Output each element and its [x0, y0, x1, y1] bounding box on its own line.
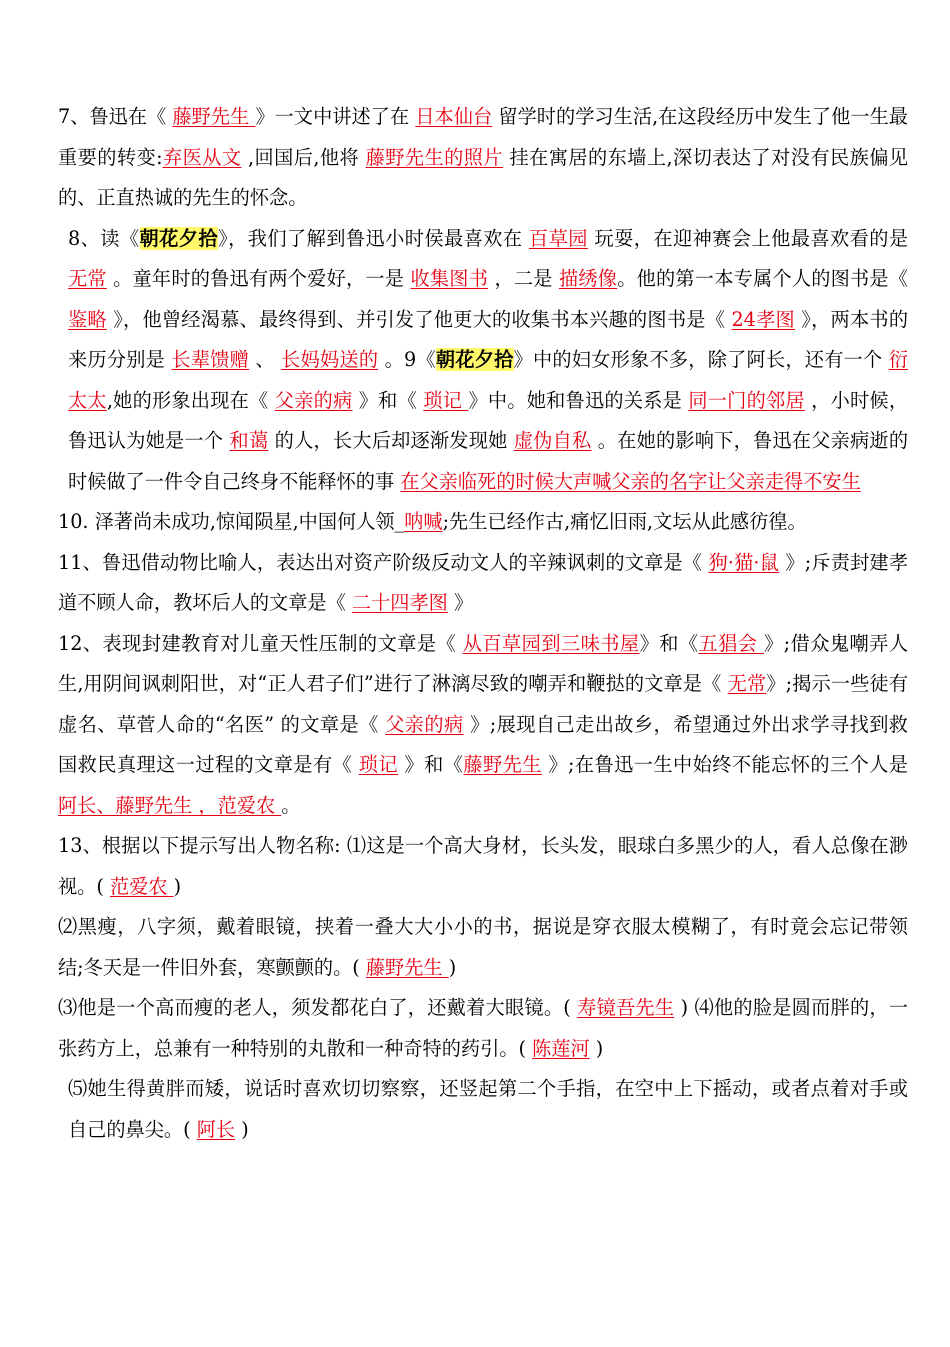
question-12 — [58, 624, 908, 827]
answer-text: 24孝图 — [731, 307, 795, 331]
question-text: ，二是 — [488, 267, 559, 290]
answer-text: 在父亲临死的时候大声喊父亲的名字让父亲走得不安生 — [400, 469, 861, 493]
answer-text: 长辈馈赠 — [171, 348, 250, 371]
question-text: ,回国后,他将 — [241, 145, 366, 169]
answer-text: 陈莲河 — [532, 1036, 590, 1060]
question-text: 、 — [249, 348, 282, 371]
question-text: 》一文中讲述了在 — [255, 105, 416, 128]
answer-text: 衍太太 — [68, 348, 908, 412]
highlighted-book-title: 朝花夕拾 — [139, 226, 219, 250]
question-text: 留学时的学习生活,在这段经历中发生了他一生最重要的转变: — [58, 105, 908, 169]
question-text: ) — [235, 1117, 249, 1141]
question-text: 》;借众鬼嘲弄人生,用阴间讽刺阳世，对“正人君子们”进行了淋漓尽致的嘲弄和鞭挞的文章是《 — [58, 631, 909, 695]
question-text: 。9《 — [378, 348, 436, 371]
question-text: 。 — [281, 793, 301, 817]
question-text: 玩耍，在迎神赛会上他最喜欢看的是 — [587, 226, 909, 250]
question-text: 挂在寓居的东墙上,深切表达了对没有民族偏见的、正直热诚的先生的怀念。 — [58, 145, 909, 209]
question-text: ;先生已经作古,痛忆旧雨,文坛从此感彷徨。 — [442, 510, 807, 533]
question-13-item-5 — [58, 1069, 908, 1150]
question-8-9 — [58, 219, 908, 503]
answer-text: 父亲的病 — [385, 712, 464, 736]
question-text: 》;斥责封建孝道不顾人命，教坏后人的文章是《 — [58, 550, 908, 614]
question-text: ) — [448, 955, 457, 979]
answer-text: 寿镜吾先生 — [577, 996, 675, 1019]
question-text: 》 — [447, 591, 474, 614]
answer-text: 藤野先生 — [463, 753, 542, 776]
question-text: 》;展现自己走出故乡，希望通过外出求学寻找到救国救民真理这一过程的文章是有《 — [58, 712, 908, 776]
question-text: ,她的形象出现在《 — [106, 388, 275, 412]
question-text: 》，我们了解到鲁迅小时侯最喜欢在 — [218, 226, 530, 250]
answer-text: 琐记 — [358, 753, 399, 776]
answer-text: 琐记 — [423, 388, 469, 412]
question-text: 》中的妇女形象不多，除了阿长，还有一个 — [513, 348, 889, 371]
question-13-item-2 — [58, 907, 908, 988]
question-text: 10. 泽著尚未成功,惊闻陨星,中国何人领_ — [58, 510, 405, 533]
question-text: 。童年时的鲁迅有两个爱好，一是 — [106, 267, 411, 290]
question-text: ⑸她生得黄胖而矮，说话时喜欢切切察察，还竖起第二个手指，在空中上下摇动，或者点着对手或自己的鼻尖。( — [68, 1077, 908, 1141]
question-10 — [58, 502, 908, 543]
answer-text: 藤野先生 — [365, 955, 449, 979]
answer-text: 藤野先生的照片 — [365, 145, 504, 169]
question-text: 》中。她和鲁迅的关系是 — [468, 388, 689, 412]
answer-text: 狗·猫·鼠 — [708, 550, 780, 574]
question-text: ) — [173, 874, 182, 898]
question-text: 》;在鲁迅一生中始终不能忘怀的三个人是 — [541, 753, 908, 776]
answer-text: 无常 — [727, 672, 767, 695]
question-text: 》和《 — [639, 631, 699, 655]
question-text: 》和《 — [352, 388, 424, 412]
question-text: 7、鲁迅在《 — [58, 105, 173, 128]
question-13 — [58, 826, 908, 907]
answer-text: 阿长、藤野先生 ，范爱农 — [58, 793, 282, 817]
question-text: ) ⑷他的脸是圆而胖的，一张药方上，总兼有一种特别的丸散和一种奇特的药引。( — [58, 996, 909, 1060]
question-text: 13、根据以下提示写出人物名称: ⑴这是一个高大身材，长头发，眼球白多黑少的人，看人总像在渺视。( — [58, 834, 908, 898]
answer-text: 父亲的病 — [274, 388, 353, 412]
answer-text: 阿长 — [196, 1117, 236, 1141]
answer-text: 范爱农 — [109, 874, 174, 898]
question-text: 12、表现封建教育对儿童天性压制的文章是《 — [58, 631, 463, 655]
question-text: 。在她的影响下，鲁迅在父亲病逝的时候做了一件令自己终身不能释怀的事 — [68, 429, 909, 493]
answer-text: 同一门的邻居 — [688, 388, 805, 412]
answer-text: 日本仙台 — [415, 105, 493, 128]
answer-text: 弃医从文 — [162, 145, 242, 169]
answer-text: 从百草园到三味书屋 — [462, 631, 640, 655]
answer-text: 百草园 — [529, 226, 588, 250]
answer-text: 五猖会 — [698, 631, 765, 655]
answer-text: 二十四孝图 — [351, 591, 448, 614]
question-text: 》;揭示一些徒有虚名、草菅人命的“名医” 的文章是《 — [58, 672, 909, 736]
question-text: 8、读《 — [68, 226, 140, 250]
question-13-item-3-4 — [58, 988, 908, 1069]
question-text: 的人，长大后却逐渐发现她 — [268, 429, 514, 452]
question-text: 11、鲁迅借动物比喻人，表达出对资产阶级反动文人的辛辣讽刺的文章是《 — [58, 550, 709, 574]
question-text: ⑵黑瘦，八字须，戴着眼镜，挟着一叠大大小小的书，据说是穿衣服太模糊了，有时竟会忘记带领结;冬天是一件旧外套，寒颤颤的。( — [58, 915, 908, 979]
question-11 — [58, 543, 908, 624]
answer-text: 藤野先生 — [172, 105, 256, 128]
answer-text: 无常 — [68, 267, 107, 290]
question-7 — [58, 97, 908, 219]
question-text: ，小时候，鲁迅认为她是一个 — [68, 388, 909, 452]
answer-text: 虚伪自私 — [513, 429, 592, 452]
document-page — [58, 97, 908, 1150]
answer-text: 呐喊 — [404, 510, 443, 533]
answer-text: 收集图书 — [410, 267, 489, 290]
answer-text: 描绣像 — [558, 267, 618, 290]
question-text: 。他的第一本专属个人的图书是《 — [617, 267, 909, 290]
answer-text: 长妈妈送的 — [281, 348, 379, 371]
question-text: 》，他曾经渴慕、最终得到、并引发了他更大的收集书本兴趣的图书是《 — [106, 307, 732, 331]
answer-text: 鉴略 — [68, 307, 107, 331]
question-text: ⑶他是一个高而瘦的老人，须发都花白了，还戴着大眼镜。( — [58, 996, 578, 1019]
question-text: ) — [589, 1036, 604, 1060]
question-text: 》和《 — [398, 753, 464, 776]
answer-text: 和蔼 — [229, 429, 269, 452]
highlighted-book-title: 朝花夕拾 — [435, 348, 514, 371]
question-text: 》，两本书的来历分别是 — [68, 307, 909, 371]
